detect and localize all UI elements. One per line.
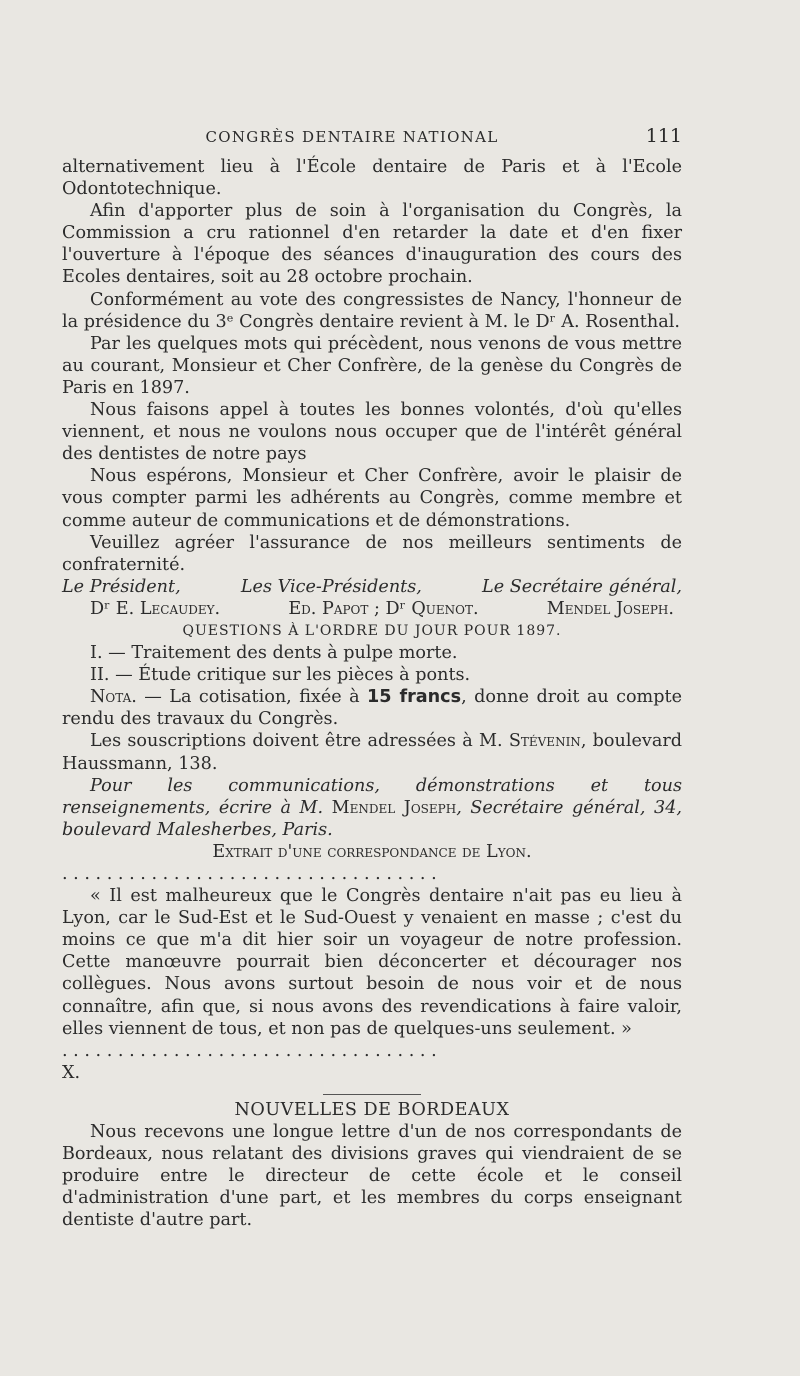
extract-heading: Extrait d'une correspondance de Lyon. xyxy=(212,841,532,862)
communications-text: Pour les communications, démonstrations et tous renseignements, écrire à M. xyxy=(62,775,682,818)
extract-signature: X. xyxy=(62,1062,81,1083)
vice-presidents-names: Ed. Papot ; Dʳ Quenot. xyxy=(288,598,479,619)
subscriptions-text: , boulevard Haussmann, 138. xyxy=(62,731,682,774)
paragraph: Veuillez agréer l'assurance de nos meilleurs sentiments de confraternité. xyxy=(62,532,682,575)
bordeaux-paragraph: Nous recevons une longue lettre d'un de nos correspondants de Bordeaux, nous relatant des divisions graves qui viendraient de se produire entre le directeur de cette école et le conseil d'administration d'une part, et les membres du corps enseignant dentiste d'autre part. xyxy=(62,1122,682,1231)
vice-presidents-title: Les Vice-Présidents, xyxy=(240,576,422,597)
paragraph: Par les quelques mots qui précèdent, nous venons de vous mettre au courant, Monsieur et Cher Confrère, de la genèse du Congrès de Paris en 1897. xyxy=(62,333,682,398)
communications-name: Mendel Joseph xyxy=(331,797,457,818)
page-number: 111 xyxy=(645,125,682,147)
president-name: Dʳ E. Lecaudey. xyxy=(90,598,221,619)
president-title: Le Président, xyxy=(62,576,181,597)
running-header xyxy=(62,125,682,152)
question-item: II. — Étude critique sur les pièces à ponts. xyxy=(90,665,471,686)
paragraph: Conformément au vote des congressistes de Nancy, l'honneur de la présidence du 3ᵉ Congrès dentaire revient à M. le Dʳ A. Rosenthal. xyxy=(62,289,682,332)
subscriptions-text: Les souscriptions doivent être adressées à M. xyxy=(90,731,509,752)
secretary-name: Mendel Joseph. xyxy=(546,598,674,619)
nota-text: , donne droit au compte rendu des travaux du Congrès. xyxy=(62,687,682,730)
secretary-title: Le Secrétaire général, xyxy=(482,576,682,597)
communications-paragraph xyxy=(62,775,682,841)
paragraph: Nous espérons, Monsieur et Cher Confrère, avoir le plaisir de vous compter parmi les adhérents au Congrès, comme membre et comme auteur de communications et de démonstrations. xyxy=(62,466,682,531)
extract-quote: « Il est malheureux que le Congrès dentaire n'ait pas eu lieu à Lyon, car le Sud-Est et le Sud-Ouest y venaient en masse ; c'est du moins ce que m'a dit hier soir un voyageur de notre profession. Cette manœuvre pourrait bien déconcerter et décourager nos collègues. Nous avons surtout besoin de nous voir et de nous connaître, afin que, si nous avons des revendications à faire valoir, elles viennent de tous, et non pas de quelques-uns seulement. » xyxy=(62,886,682,1039)
ellipsis-row: . . . . . . . . . . . . . . . . . . . . . . . . . . . . . . . . . . xyxy=(62,1040,437,1061)
question-item: I. — Traitement des dents à pulpe morte. xyxy=(90,643,458,664)
nota-amount: 15 francs xyxy=(367,687,462,708)
questions-heading: QUESTIONS À L'ORDRE DU JOUR POUR 1897. xyxy=(182,622,562,639)
subscriptions-name: Stévenin xyxy=(508,731,581,752)
ellipsis-row: . . . . . . . . . . . . . . . . . . . . . . . . . . . . . . . . . . xyxy=(62,864,437,884)
nota-paragraph xyxy=(62,686,682,730)
section-divider xyxy=(323,1094,421,1095)
paragraph: Afin d'apporter plus de soin à l'organisation du Congrès, la Commission a cru rationnel d'en retarder la date et d'en fixer l'ouverture à l'époque des séances d'inauguration des cours des Ecoles dentaires, soit au 28 octobre prochain. xyxy=(62,201,682,288)
nota-label: Nota. xyxy=(90,687,137,708)
communications-text: , Secrétaire général, 34, boulevard Malesherbes, Paris. xyxy=(62,797,682,840)
paragraph: Nous faisons appel à toutes les bonnes volontés, d'où qu'elles viennent, et nous ne voulons nous occuper que de l'intérêt général des dentistes de notre pays xyxy=(62,400,682,465)
running-title: CONGRÈS DENTAIRE NATIONAL xyxy=(205,128,499,146)
bordeaux-heading: NOUVELLES DE BORDEAUX xyxy=(234,1099,510,1120)
signature-names xyxy=(62,598,682,620)
nota-text: — La cotisation, fixée à xyxy=(136,687,368,708)
paragraph: alternativement lieu à l'École dentaire de Paris et à l'Ecole Odontotechnique. xyxy=(62,157,682,200)
signature-titles xyxy=(62,576,682,598)
subscriptions-paragraph xyxy=(62,730,682,774)
page-body xyxy=(62,156,682,1232)
